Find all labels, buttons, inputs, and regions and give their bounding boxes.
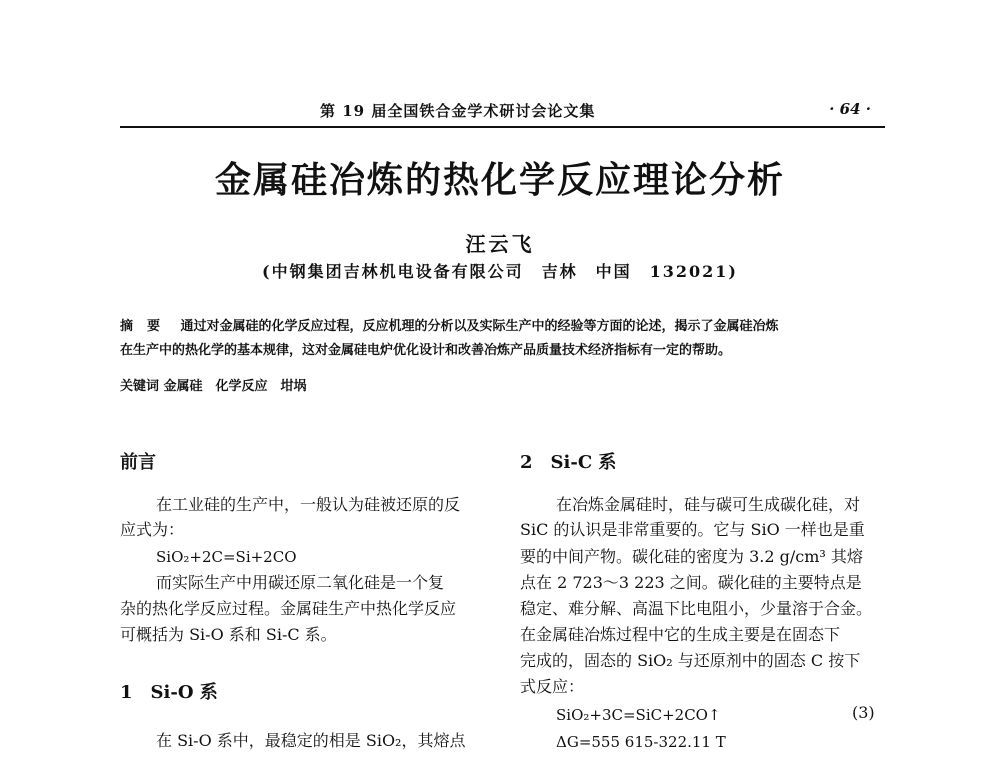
abstract-text-1: 通过对金属硅的化学反应过程，反应机理的分析以及实际生产中的经验等方面的论述，揭示了金属硅冶炼 — [180, 319, 779, 334]
page-number: · 64 · — [829, 100, 871, 118]
equation-3: SiO₂+3C=SiC+2CO↑ — [556, 706, 721, 724]
intro-heading: 前言 — [120, 452, 156, 473]
keywords — [120, 375, 307, 394]
right-p1-line2: SiC 的认识是非常重要的。它与 SiO 一样也是重 — [520, 520, 865, 539]
abstract-label: 摘要 — [120, 319, 175, 334]
right-p1-line8: 式反应： — [520, 677, 585, 696]
section-2-heading: 2 Si-C 系 — [520, 452, 617, 473]
left-p1-line1: 在工业硅的生产中，一般认为硅被还原的反 — [156, 495, 461, 514]
left-p1-line2: 应式为： — [120, 520, 185, 539]
right-p1-line3: 要的中间产物。碳化硅的密度为 3.2 g/cm³ 其熔 — [520, 547, 863, 566]
right-p1-line4: 点在 2 723～3 223 之间。碳化硅的主要特点是 — [520, 573, 862, 592]
journal-title: 第 19 届全国铁合金学术研讨会论文集 — [320, 102, 596, 120]
left-p2-line1: 而实际生产中用碳还原二氧化硅是一个复 — [156, 573, 445, 592]
author-affiliation: (中钢集团吉林机电设备有限公司 吉林 中国 132021) — [262, 262, 738, 281]
right-p1-line7: 完成的，固态的 SiO₂ 与还原剂中的固态 C 按下 — [520, 651, 861, 670]
equation-3-number: (3) — [852, 703, 875, 722]
equation-1: SiO₂+2C=Si+2CO — [156, 548, 297, 566]
left-p2-line3: 可概括为 Si-O 系和 Si-C 系。 — [120, 625, 337, 644]
right-p1-line6: 在金属硅冶炼过程中它的生成主要是在固态下 — [520, 625, 841, 644]
left-p3-line1: 在 Si-O 系中，最稳定的相是 SiO₂，其熔点 — [156, 731, 466, 750]
running-header — [120, 100, 885, 128]
abstract-text-2: 在生产中的热化学的基本规律，这对金属硅电炉优化设计和改善冶炼产品质量技术经济指标有一定的帮助。 — [120, 343, 732, 358]
paper-title: 金属硅冶炼的热化学反应理论分析 — [214, 160, 785, 201]
section-1-heading: 1 Si-O 系 — [120, 682, 218, 703]
left-p2-line2: 杂的热化学反应过程。金属硅生产中热化学反应 — [120, 599, 457, 618]
keywords-value: 金属硅 化学反应 坩埚 — [163, 379, 307, 394]
abstract-line-1 — [120, 315, 890, 339]
right-p1-line5: 稳定、难分解、高温下比电阻小，少量溶于合金。 — [520, 599, 873, 618]
author-name: 汪云飞 — [465, 232, 535, 256]
right-p1-line1: 在冶炼金属硅时，硅与碳可生成碳化硅，对 — [556, 495, 861, 514]
keywords-label: 关键词 — [120, 379, 160, 394]
delta-g-equation: ΔG=555 615-322.11 T — [556, 733, 726, 751]
abstract — [120, 315, 890, 363]
